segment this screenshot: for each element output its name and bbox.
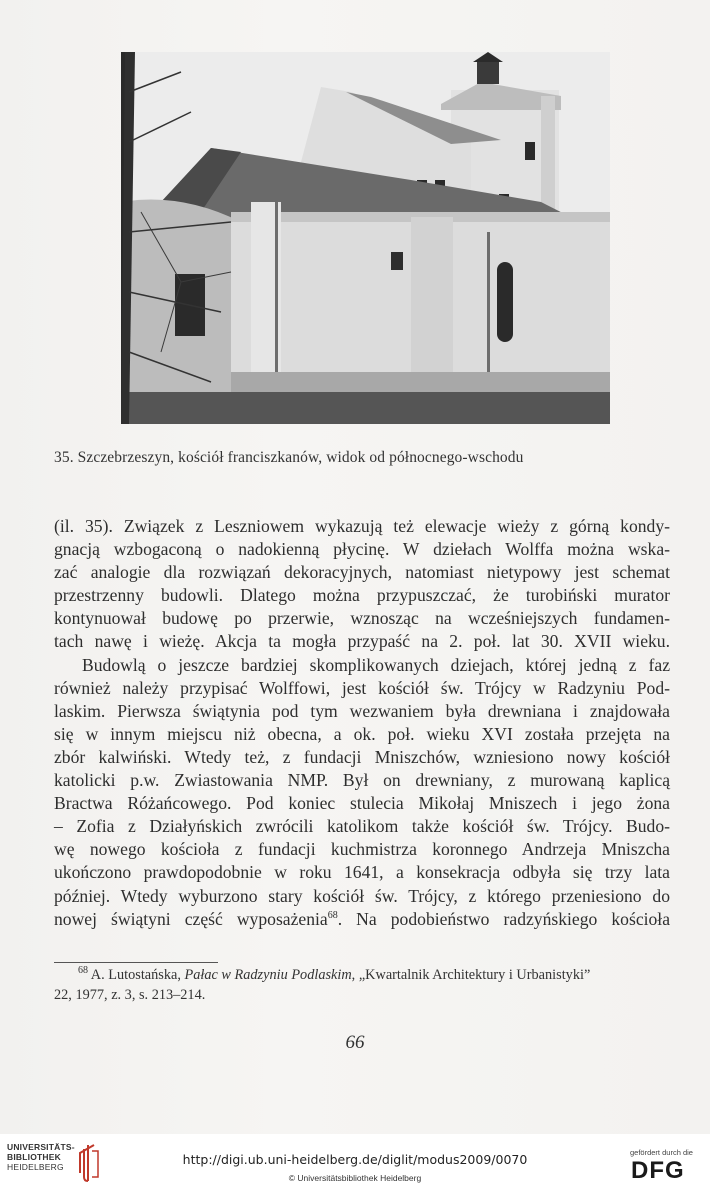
copyright-notice: © Universitätsbibliothek Heidelberg <box>288 1173 422 1183</box>
footnote-line <box>54 966 670 986</box>
page-number: 66 <box>345 1032 365 1053</box>
text-line: tach nawę i wieżę. Akcja ta mogła przypaść na 2. poł. lat 30. XVII wieku. <box>54 631 670 652</box>
footnote-line-2: 22, 1977, z. 3, s. 213–214. <box>54 986 206 1003</box>
footnote-author: A. Lutostańska, <box>88 967 185 983</box>
dfg-logo: DFG <box>631 1157 685 1184</box>
funding-label: gefördert durch die <box>630 1148 693 1157</box>
text-line: kontynuował budowę po przerwie, wznosząc na wcześniejszych fundamen- <box>54 608 670 629</box>
permalink-url[interactable]: http://digi.ub.uni-heidelberg.de/diglit/modus2009/0070 <box>182 1152 528 1167</box>
text-line: zbór kalwiński. Wtedy też, z fundacji Mniszchów, wzniesiono nowy kościół <box>54 746 670 767</box>
text-line: Bractwa Różańcowego. Pod koniec stulecia Mikołaj Mniszech i jego żona <box>54 793 670 814</box>
library-line-2: BIBLIOTHEK <box>7 1152 61 1162</box>
library-line-1: UNIVERSITÄTS- <box>7 1142 75 1152</box>
footnote-reference[interactable]: 68 <box>327 909 338 921</box>
footnote-divider <box>54 962 218 963</box>
text-line: gnacją wzbogaconą o nadokienną płycinę. W dziełach Wolffa można wska- <box>54 539 670 560</box>
library-line-3: HEIDELBERG <box>7 1162 64 1172</box>
footnote <box>54 966 670 1005</box>
text-line: przestrzenny budowli. Dlatego można przypuszczać, że turobiński murator <box>54 585 670 606</box>
text-segment: . Na podobieństwo radzyńskiego kościoła <box>337 908 671 929</box>
text-line: ukończono prawdopodobnie w roku 1641, a konsekracja odbyła się trzy lata <box>54 862 670 883</box>
church-photograph <box>121 52 610 424</box>
paragraph-2 <box>54 654 670 931</box>
text-line-with-footnote <box>54 908 670 931</box>
text-line: katolicki p.w. Zwiastowania NMP. Był on drewniany, z murowaną kaplicą <box>54 770 670 791</box>
text-line: (il. 35). Związek z Leszniowem wykazują też elewacje wieży z górną kondy- <box>54 516 670 536</box>
text-line: się w innym miejscu niż obecna, a ok. poł. wieku XVI została przejęta na <box>54 723 670 744</box>
text-line: laskim. Pierwsza świątynia pod tym wezwaniem była drewniana i znajdowała <box>54 700 670 721</box>
paragraph-1 <box>54 515 670 654</box>
church-image <box>121 52 610 424</box>
main-text <box>54 515 670 931</box>
footnote-rest: , „Kwartalnik Architektury i Urbanistyki” <box>351 967 591 983</box>
text-segment: nowej świątyni część wyposażenia <box>54 908 328 929</box>
footnote-title: Pałac w Radzyniu Podlaskim <box>184 967 352 983</box>
text-line: później. Wtedy wyburzono stary kościół św. Trójcy, z którego przeniesiono do <box>54 885 670 906</box>
text-line: wę nowego kościoła z fundacji kuchmistrza koronnego Andrzeja Mniszcha <box>54 839 670 860</box>
text-line: Budowlą o jeszcze bardziej skomplikowanych dziejach, której jedną z faz <box>82 654 670 675</box>
text-line: również należy przypisać Wolffowi, jest kościół św. Trójcy w Radzyniu Pod- <box>54 677 670 698</box>
text-line: zać analogie dla rozwiązań dekoracyjnych, natomiast nietypowy jest schemat <box>54 562 670 583</box>
figure-caption: 35. Szczebrzeszyn, kościół franciszkanów, widok od północnego-wschodu <box>54 449 524 466</box>
footnote-number: 68 <box>78 965 88 977</box>
text-line: – Zofia z Działyńskich zwrócili katolikom także kościół św. Trójcy. Budo- <box>54 816 670 837</box>
